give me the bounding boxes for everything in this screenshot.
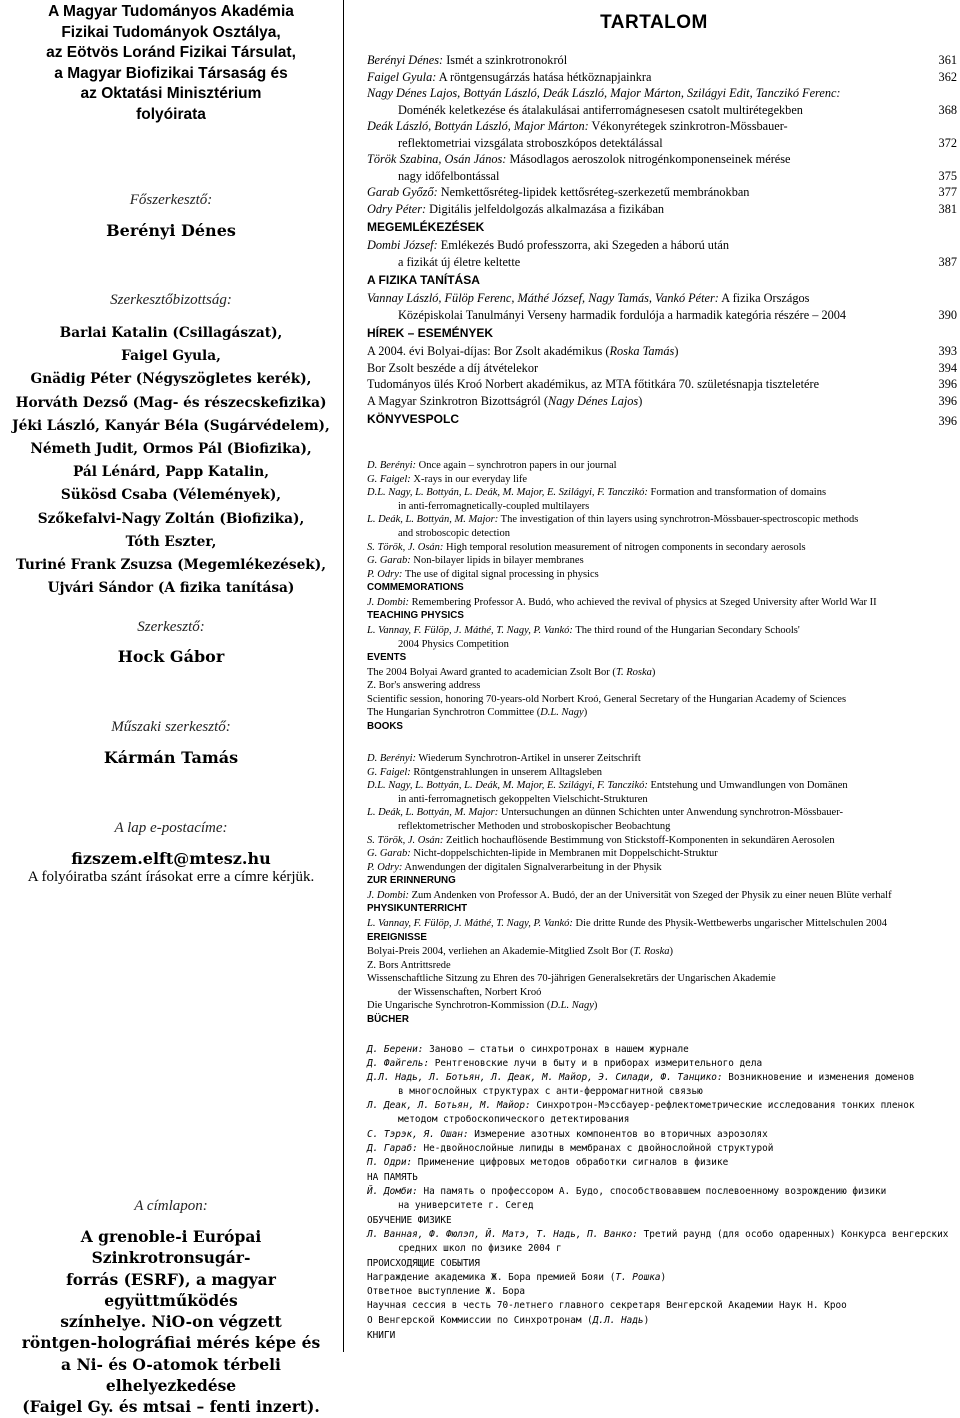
toc-line — [367, 486, 957, 500]
cover-line: színhelye. NiO-on végzett — [60, 1312, 282, 1332]
page-number: 393 — [938, 344, 957, 358]
page-number: 396 — [938, 413, 957, 428]
entry-title: Третий раунд (для особо одаренных) Конкурса венгерских — [637, 1229, 949, 1241]
section-heading: ОБУЧЕНИЕ ФИЗИКЕ — [367, 1215, 452, 1227]
toc-entry — [367, 290, 957, 307]
entry-text — [367, 393, 642, 410]
entry-author: Й. Домби: — [367, 1185, 418, 1197]
editor-in-chief-label: Főszerkesztő: — [129, 192, 213, 208]
toc-line — [367, 752, 957, 766]
board-member-line: Tóth Eszter, — [125, 533, 217, 550]
section-heading: TEACHING PHYSICS — [367, 610, 464, 622]
section-heading: EREIGNISSE — [367, 931, 427, 943]
entry-author: T. Roska — [615, 666, 652, 678]
toc-line — [367, 693, 957, 707]
entry-author: П. Одри: — [367, 1156, 413, 1168]
entry-title: Non-bilayer lipids in bilayer membranes — [410, 555, 584, 567]
toc-line — [367, 834, 957, 848]
entry-title: Once again – synchrotron papers in our journal — [415, 460, 617, 471]
section-heading: MEGEMLÉKEZÉSEK — [367, 220, 485, 234]
section-heading: ZUR ERINNERUNG — [367, 875, 456, 887]
board-label: Szerkesztőbizottság: — [110, 292, 232, 308]
board-member-line: Turiné Frank Zsuzsa (Megemlékezések), — [15, 557, 327, 574]
toc-entry — [367, 151, 957, 168]
board-member-line: Ujvári Sándor (A fizika tanítása) — [47, 580, 295, 597]
toc-entry — [367, 168, 957, 185]
entry-title: в многослойных структурах с анти-ферромагнитной связью — [398, 1086, 703, 1098]
toc-entry — [367, 307, 957, 324]
entry-title: На память о профессором А. Будо, способствовавшем послевоенному возрождению физики — [417, 1185, 887, 1197]
toc-line — [367, 806, 957, 820]
publisher-line: az Oktatási Minisztérium — [80, 85, 262, 102]
entry-title: nagy időfelbontással — [398, 168, 500, 183]
entry-title: Formation and transformation of domains — [647, 487, 827, 499]
entry-title: Die dritte Runde des Physik-Wettbewerbs ungarischer Mittelschulen 2004 — [572, 917, 888, 929]
toc-entry — [367, 393, 957, 410]
entry-title: ) — [643, 1314, 650, 1326]
entry-text — [367, 69, 651, 86]
entry-title: Középiskolai Tanulmányi Verseny harmadik fordulója a harmadik kategória részére – 2004 — [398, 307, 847, 322]
page-number: 396 — [938, 393, 957, 408]
entry-author: С. Тэрэк, Я. Ошан: — [367, 1128, 469, 1140]
publisher-line: folyóirata — [136, 105, 206, 123]
entry-title: Рентгеновские лучи в быту и в приборах измерительного дела — [429, 1058, 763, 1070]
entry-text — [367, 52, 567, 69]
entry-title: Применение цифровых методов обработки сигналов в физике — [412, 1156, 729, 1168]
toc-line — [367, 624, 957, 638]
entry-author: Nagy Dénes Lajos, Bottyán László, Deák László, Major Márton, Szilágyi Edit, Tanczikó Ferenc: — [367, 86, 841, 100]
publisher-line: A Magyar Tudományos Akadémia — [48, 3, 294, 20]
toc-line — [367, 1242, 957, 1256]
toc-line — [367, 568, 957, 582]
editor-label: Szerkesztő: — [137, 619, 205, 635]
toc-line — [367, 1071, 957, 1085]
entry-title: Wissenschaftliche Sitzung zu Ehren des 70-jährigen Generalsekretärs der Ungarischen Akademie — [367, 973, 776, 985]
toc-line — [367, 1299, 957, 1313]
entry-author: Д.Л. Надь, Л. Ботьян, Л. Деак, М. Майор, Э. Силади, Ф. Танцико: — [367, 1072, 723, 1084]
entry-title: О Венгерской Коммиссии по Синхротронам ( — [367, 1314, 593, 1326]
toc-line — [367, 986, 957, 1000]
contents-column — [354, 0, 957, 1352]
section-heading: COMMEMORATIONS — [367, 582, 464, 594]
toc-line — [367, 666, 957, 680]
entry-title: Doménék keletkezése és átalakulásai antiferromágnesesen csatolt multirétegekben — [398, 102, 803, 117]
entry-title: ) — [660, 1272, 667, 1284]
entry-author: L. Vannay, F. Fülöp, J. Máthé, T. Nagy, P. Vankó: — [367, 917, 573, 929]
board-member-line: Horváth Dezső (Mag- és részecskefizika) — [15, 394, 327, 411]
toc-line — [367, 513, 957, 527]
entry-title: ) — [669, 946, 674, 958]
toc-line — [367, 889, 957, 903]
toc-line — [367, 500, 957, 514]
entry-title: Emlékezés Budó professzorra, aki Szegeden a háború után — [437, 238, 729, 252]
entry-author: Vannay László, Fülöp Ferenc, Máthé József, Nagy Tamás, Vankó Péter: — [367, 291, 719, 305]
toc-line — [367, 793, 957, 807]
entry-title: ) — [638, 393, 643, 408]
toc-line — [367, 1113, 957, 1127]
cover-line: a Ni- és O-atomok térbeli elhelyezkedése — [61, 1354, 281, 1396]
toc-line — [367, 473, 957, 487]
page-number: 390 — [938, 307, 957, 322]
toc-line — [367, 596, 957, 610]
entry-author: S. Török, J. Osán: — [367, 541, 444, 553]
page-number: 362 — [938, 69, 957, 84]
toc-line — [367, 1156, 957, 1170]
page-number: 375 — [938, 168, 957, 183]
entry-title: Zum Andenken von Professor A. Budó, der an der Universität von Szeged der Physik zu einer neuen Blüte verhalf — [409, 889, 892, 901]
entry-author: Deák László, Bottyán László, Major Márton: — [367, 119, 589, 133]
toc-line — [367, 1228, 957, 1242]
entry-title: 2004 Physics Competition — [398, 638, 509, 650]
toc-line — [367, 861, 957, 875]
publisher-line: a Magyar Biofizikai Társaság és — [54, 64, 288, 82]
board-member-line: Gnädig Péter (Négyszögletes kerék), — [30, 371, 312, 388]
entry-title: Másodlagos aeroszolok nitrogénkomponenseinek mérése — [506, 152, 791, 166]
toc-entry — [367, 254, 957, 271]
cover-line: röntgen-holográfiai mérés képe és — [21, 1333, 321, 1353]
toc-line — [367, 1199, 957, 1213]
entry-title: Wiederum Synchrotron-Artikel in unserer Zeitschrift — [415, 753, 641, 764]
page-number: 372 — [938, 135, 957, 150]
entry-title: Scientific session, honoring 70-years-old Norbert Kroó, General Secretary of the Hungarian Academy of Sciences — [367, 693, 847, 705]
toc-line — [367, 999, 957, 1013]
entry-title: Bor Zsolt beszéde a díj átvételekor — [367, 360, 539, 375]
toc-line — [367, 1085, 957, 1099]
entry-author: Török Szabina, Osán János: — [367, 152, 507, 166]
email-note: A folyóiratba szánt írásokat erre a címre kérjük. — [27, 869, 315, 885]
entry-title: Die Ungarische Synchrotron-Kommission ( — [367, 1000, 551, 1012]
toc-entry — [367, 409, 957, 429]
toc-entry — [367, 360, 957, 377]
board-member-line: Barlai Katalin (Csillagászat), — [59, 325, 283, 341]
editor-name: Hock Gábor — [117, 647, 225, 666]
toc-entry — [367, 102, 957, 119]
toc-english — [367, 459, 957, 735]
entry-title: Z. Bors Antrittsrede — [367, 959, 451, 971]
entry-text — [367, 201, 664, 218]
toc-line — [367, 1314, 957, 1328]
section-heading: BÜCHER — [367, 1014, 409, 1025]
toc-line — [367, 1128, 957, 1142]
entry-title: reflektometriai vizsgálata stroboszkópos detektálással — [398, 135, 663, 150]
entry-title: in anti-ferromagnetically-coupled multilayers — [398, 500, 590, 512]
entry-title: reflektometrischer Methoden und stroboskopischer Beobachtung — [398, 820, 671, 832]
entry-author: G. Faigel: — [367, 766, 411, 778]
entry-title: методом стробоскопического детектирования — [398, 1114, 630, 1126]
page-number: 361 — [938, 53, 957, 67]
toc-entry — [367, 118, 957, 135]
entry-title: ) — [651, 666, 656, 678]
toc-line — [367, 706, 957, 720]
entry-title: A 2004. évi Bolyai-díjas: Bor Zsolt akadémikus ( — [367, 344, 610, 358]
entry-title: A röntgensugárzás hatása hétköznapjainkra — [436, 69, 652, 84]
entry-text — [367, 376, 819, 393]
entry-author: D.L. Nagy, L. Bottyán, L. Deák, M. Major, E. Szilágyi, F. Tanczikó: — [367, 780, 648, 792]
toc-line — [367, 679, 957, 693]
entry-author: G. Garab: — [367, 555, 411, 567]
entry-author: L. Deák, L. Bottyán, M. Major: — [367, 807, 499, 819]
entry-text — [367, 290, 809, 307]
entry-text — [398, 307, 846, 324]
entry-author: Д. Файгель: — [367, 1058, 430, 1070]
entry-title: Zeitlich hochauflösende Bestimmung von Stickstoff-Komponenten in sekundären Aerosolen — [443, 834, 835, 846]
entry-title: на университете г. Сегед — [398, 1199, 534, 1211]
toc-hungarian — [367, 52, 957, 429]
entry-title: Награждение академика Ж. Бора премией Бояи ( — [367, 1272, 616, 1284]
section-heading: HÍREK – ESEMÉNYEK — [367, 326, 494, 340]
toc-entry — [367, 201, 957, 218]
entry-title: Remembering Professor A. Budó, who achieved the revival of physics at Szeged University after World War II — [409, 596, 877, 608]
entry-title: Возникновение и изменения доменов — [722, 1072, 915, 1084]
board-member-line: Szőkefalvi-Nagy Zoltán (Biofizika), — [37, 510, 305, 527]
entry-title: A Magyar Szinkrotron Bizottságról ( — [367, 393, 549, 408]
entry-author: Nagy Dénes Lajos — [548, 393, 639, 408]
entry-author: Berényi Dénes: — [367, 53, 444, 67]
entry-title: A fizika Országos — [718, 291, 810, 305]
toc-line — [367, 917, 957, 931]
board-member-line: Sükösd Csaba (Vélemények), — [60, 487, 282, 504]
email-address[interactable]: fizszem.elft@mtesz.hu — [71, 849, 271, 868]
toc-line — [367, 779, 957, 793]
entry-author: D.L. Nagy — [550, 1000, 594, 1012]
entry-title: and stroboscopic detection — [398, 527, 510, 539]
toc-entry — [367, 85, 957, 102]
toc-line — [367, 945, 957, 959]
toc-line — [367, 766, 957, 780]
toc-line — [367, 972, 957, 986]
entry-author: Odry Péter: — [367, 201, 427, 216]
entry-author: Roska Tamás — [609, 344, 675, 358]
entry-title: ) — [593, 1000, 598, 1012]
entry-text — [367, 85, 841, 102]
entry-title: Untersuchungen an dünnen Schichten unter Anwendung synchrotron-Mössbauer- — [498, 807, 844, 819]
entry-text — [398, 102, 803, 119]
toc-entry — [367, 52, 957, 69]
section-heading: КНИГИ — [367, 1329, 396, 1341]
board-member-line: Jéki László, Kanyár Béla (Sugárvédelem), — [12, 417, 330, 434]
toc-entry — [367, 135, 957, 152]
page-number: 394 — [938, 360, 957, 375]
entry-author: Л. Ванная, Ф. Фюлэп, Й. Матэ, Т. Надь, П. Ванко: — [367, 1229, 638, 1241]
entry-author: Garab Győző: — [367, 185, 438, 199]
entry-title: Ответное выступление Ж. Бора — [367, 1286, 526, 1298]
publisher-block — [0, 2, 342, 125]
editor-in-chief-name: Berényi Dénes — [106, 221, 236, 240]
page-number: 381 — [938, 201, 957, 216]
entry-author: Л. Деак, Л. Ботьян, М. Майор: — [367, 1100, 531, 1112]
entry-author: J. Dombi: — [367, 596, 409, 608]
section-heading: PHYSIKUNTERRICHT — [367, 903, 468, 915]
entry-text — [367, 184, 749, 201]
entry-text — [398, 135, 663, 152]
toc-line — [367, 459, 957, 473]
entry-text — [367, 118, 788, 135]
toc-line — [367, 847, 957, 861]
section-heading: НА ПАМЯТЬ — [367, 1171, 418, 1183]
toc-entry — [367, 237, 957, 254]
entry-title: Nicht-doppelschichten-lipide in Membranen mit Doppelschicht-Struktur — [410, 848, 718, 860]
entry-author: D.L. Nagy — [540, 707, 584, 719]
entry-author: L. Deák, L. Bottyán, M. Major: — [367, 514, 499, 526]
entry-title: a fizikát új életre keltette — [398, 254, 521, 269]
toc-entry — [367, 343, 957, 360]
cover-description — [0, 1226, 342, 1418]
entry-title: The Hungarian Synchrotron Committee ( — [367, 707, 541, 719]
entry-author: G. Faigel: — [367, 473, 411, 485]
cover-line: forrás (ESRF), a magyar együttműködés — [66, 1269, 276, 1310]
page-number: 377 — [938, 185, 957, 199]
entry-author: Д.Л. Надь — [592, 1314, 644, 1326]
toc-line — [367, 959, 957, 973]
section-heading: KÖNYVESPOLC — [367, 412, 460, 426]
toc-line — [367, 1285, 957, 1299]
toc-entry — [367, 184, 957, 201]
entry-author: D. Berényi: — [367, 460, 416, 471]
entry-title: der Wissenschaften, Norbert Kroó — [398, 986, 542, 998]
entry-title: High temporal resolution measurement of nitrogen components in secondary aerosols — [443, 541, 806, 553]
page-number: 368 — [938, 102, 957, 117]
toc-entry — [367, 69, 957, 86]
entry-author: Т. Рошка — [615, 1272, 661, 1284]
entry-author: S. Török, J. Osán: — [367, 834, 444, 846]
toc-line — [367, 1142, 957, 1156]
entry-author: Dombi József: — [367, 238, 438, 252]
entry-title: Anwendungen der digitalen Signalverarbeitung in der Physik — [402, 861, 662, 873]
entry-author: P. Odry: — [367, 568, 403, 580]
toc-line — [367, 820, 957, 834]
entry-title: Ismét a szinkrotronokról — [443, 53, 568, 67]
entry-title: средних школ по физике 2004 г — [398, 1243, 562, 1255]
toc-line — [367, 1043, 957, 1057]
entry-author: P. Odry: — [367, 861, 403, 873]
toc-line — [367, 1099, 957, 1113]
entry-title: X-rays in our everyday life — [410, 473, 528, 485]
entry-title: Z. Bor's answering address — [367, 680, 481, 692]
entry-text — [367, 360, 538, 377]
email-label: A lap e-postacíme: — [114, 820, 228, 836]
entry-author: J. Dombi: — [367, 889, 409, 901]
entry-title: Не-двойнослойные липиды в мембранах с двойнослойной структурой — [417, 1142, 774, 1154]
entry-author: D.L. Nagy, L. Bottyán, L. Deák, M. Major, E. Szilágyi, F. Tanczikó: — [367, 487, 648, 499]
toc-line — [367, 527, 957, 541]
entry-text — [398, 168, 499, 185]
entry-author: Faigel Gyula: — [367, 69, 437, 84]
entry-text — [398, 254, 520, 271]
cover-line: A grenoble-i Európai Szinkrotronsugár- — [80, 1227, 262, 1268]
entry-title: Digitális jelfeldolgozás alkalmazása a fizikában — [426, 201, 665, 216]
entry-title: Tudományos ülés Kroó Norbert akadémikus, az MTA főtitkára 70. születésnapja tiszteletére — [367, 377, 820, 391]
toc-line — [367, 1185, 957, 1199]
section-heading: EVENTS — [367, 652, 407, 664]
page-number: 387 — [938, 254, 957, 269]
entry-title: Заново – статьи о синхротронах в нашем журнале — [423, 1044, 689, 1055]
entry-title: Измерение азотных компонентов во вторичных аэрозолях — [468, 1128, 768, 1140]
entry-title: Синхротрон-Мэссбауер-рефлектометрические исследования тонких пленок — [530, 1100, 915, 1112]
entry-title: Nemkettősréteg-lipidek kettősréteg-szerkezetű membránokban — [437, 185, 750, 199]
toc-entry — [367, 376, 957, 393]
board-member-line: Faigel Gyula, — [121, 348, 221, 365]
editorial-board-list — [0, 322, 342, 600]
contents-title: TARTALOM — [600, 12, 708, 33]
page-number: 396 — [938, 377, 957, 391]
toc-line — [367, 554, 957, 568]
toc-line — [367, 1057, 957, 1071]
masthead-column — [0, 0, 344, 1417]
entry-author: L. Vannay, F. Fülöp, J. Máthé, T. Nagy, P. Vankó: — [367, 624, 573, 636]
cover-label: A címlapon: — [134, 1198, 208, 1214]
entry-title: Научная сессия в честь 70-летнего главного секретаря Венгерской Академии Наук Н. Кроо — [367, 1300, 847, 1312]
entry-title: ) — [583, 707, 588, 719]
section-heading: A FIZIKA TANÍTÁSA — [367, 273, 480, 287]
publisher-line: Fizikai Tudományok Osztálya, — [61, 23, 281, 41]
section-heading: ПРОИСХОДЯЩИЕ СОБЫТИЯ — [367, 1258, 480, 1270]
entry-text — [367, 343, 678, 360]
entry-title: Bolyai-Preis 2004, verliehen an Akademie-Mitglied Zsolt Bor ( — [367, 946, 634, 958]
board-member-line: Pál Lénárd, Papp Katalin, — [73, 464, 269, 481]
entry-text — [367, 237, 729, 254]
toc-german — [367, 752, 957, 1028]
entry-title: Röntgenstrahlungen in unserem Alltagsleben — [410, 766, 603, 778]
toc-russian — [367, 1043, 957, 1343]
section-heading: BOOKS — [367, 721, 403, 732]
entry-author: G. Garab: — [367, 848, 411, 860]
entry-text — [367, 151, 791, 168]
toc-line — [367, 541, 957, 555]
tech-editor-label: Műszaki szerkesztő: — [111, 719, 231, 735]
cover-line: (Faigel Gy. és mtsai – fenti inzert). — [22, 1397, 320, 1417]
entry-author: T. Roska — [633, 946, 670, 958]
entry-title: The use of digital signal processing in physics — [402, 568, 599, 580]
publisher-line: az Eötvös Loránd Fizikai Társulat, — [46, 44, 296, 61]
entry-title: ) — [674, 344, 679, 358]
entry-title: The 2004 Bolyai Award granted to academician Zsolt Bor ( — [367, 666, 616, 678]
entry-title: Vékonyrétegek szinkrotron-Mössbauer- — [588, 119, 788, 133]
entry-title: in anti-ferromagnetisch gekoppelten Vielschicht-Strukturen — [398, 793, 648, 805]
toc-line — [367, 638, 957, 652]
entry-title: The third round of the Hungarian Secondary Schools' — [572, 624, 800, 636]
entry-author: Д. Гараб: — [367, 1142, 418, 1154]
entry-author: D. Berényi: — [367, 753, 416, 764]
tech-editor-name: Kármán Tamás — [103, 748, 239, 767]
board-member-line: Németh Judit, Ormos Pál (Biofizika), — [30, 441, 312, 458]
entry-title: The investigation of thin layers using synchrotron-Mössbauer-spectroscopic methods — [498, 514, 859, 526]
entry-author: Д. Берени: — [367, 1044, 424, 1055]
toc-line — [367, 1271, 957, 1285]
entry-title: Entstehung und Umwandlungen von Domänen — [647, 780, 848, 792]
